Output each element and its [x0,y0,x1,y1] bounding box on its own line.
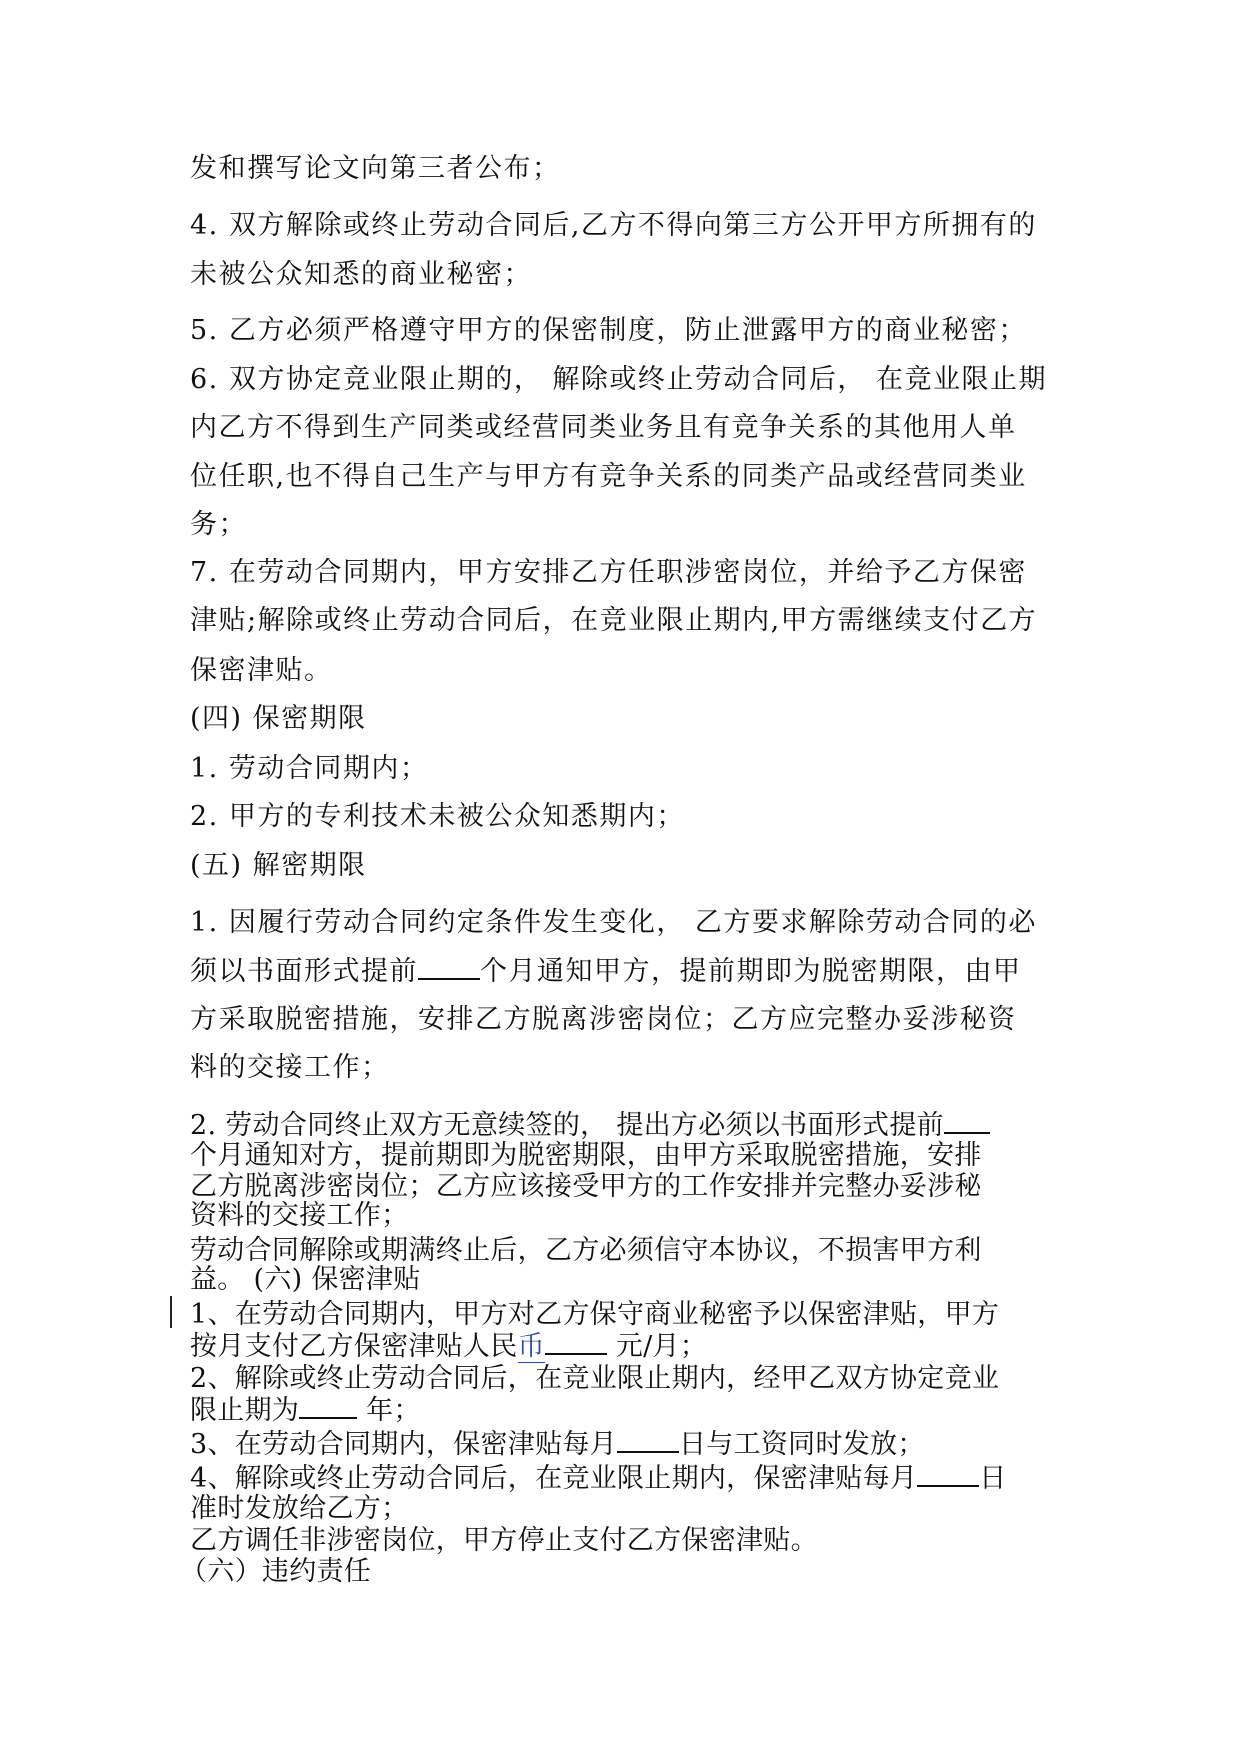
paragraph-line: 1. 劳动合同期内； [190,753,429,784]
paragraph-line: 未被公众知悉的商业秘密； [190,259,532,290]
line-text: 4、解除或终止劳动合同后，在竞业限止期内，保密津贴每月 [190,1463,918,1494]
paragraph-line: 劳动合同解除或期满终止后，乙方必须信守本协议，不损害甲方利 [190,1235,982,1266]
paragraph-line: 1. 因履行劳动合同约定条件发生变化， 乙方要求解除劳动合同的必 [190,907,1037,938]
paragraph-line: 料的交接工作； [190,1052,390,1083]
paragraph-line [190,954,1022,989]
line-text: 元/月； [606,1331,708,1362]
line-text: 年； [357,1395,421,1426]
paragraph-line: 1、在劳动合同期内，甲方对乙方保守商业秘密予以保密津贴，甲方 [190,1299,1000,1330]
paragraph-line: 位任职,也不得自己生产与甲方有竞争关系的同类产品或经营同类业 [190,461,1027,492]
section-heading: (五) 解密期限 [190,850,367,881]
fill-blank [545,1329,607,1355]
section-heading: (四) 保密期限 [190,703,367,734]
line-text: 限止期为 [190,1395,300,1426]
paragraph-line [190,1108,990,1143]
paragraph-line: 津贴;解除或终止劳动合同后，在竞业限止期内,甲方需继续支付乙方 [190,605,1038,636]
paragraph-line: 7. 在劳动合同期内，甲方安排乙方任职涉密岗位，并给予乙方保密 [190,557,1027,588]
paragraph-line: 乙方脱离涉密岗位；乙方应该接受甲方的工作安排并完整办妥涉秘 [190,1171,982,1202]
paragraph-line: 内乙方不得到生产同类或经营同类业务且有竞争关系的其他用人单 [190,412,1017,443]
line-text: 日 [979,1463,1007,1494]
paragraph-line: 资料的交接工作； [190,1200,409,1231]
paragraph-line: 方采取脱密措施，安排乙方脱离涉密岗位；乙方应完整办妥涉秘资 [190,1004,1017,1035]
line-text: 个月通知甲方，提前期即为脱密期限，由甲 [480,956,1022,987]
line-text: 按月支付乙方保密津贴人民 [190,1331,518,1362]
paragraph-line [190,1427,925,1462]
paragraph-line: 6. 双方协定竞业限止期的， 解除或终止劳动合同后， 在竞业限止期 [190,364,1048,395]
text-cursor [170,1296,172,1328]
paragraph-line [190,1393,421,1428]
line-text: 须以书面形式提前 [190,956,418,987]
currency-link[interactable]: 币 [517,1331,545,1362]
paragraph-line [190,1329,707,1364]
section-heading: 益。 (六) 保密津贴 [190,1264,421,1295]
fill-blank [418,954,480,980]
fill-blank [917,1461,979,1487]
paragraph-line: 2、解除或终止劳动合同后，在竞业限止期内，经甲乙双方协定竞业 [190,1363,1000,1394]
paragraph-line: 个月通知对方，提前期即为脱密期限，由甲方采取脱密措施，安排 [190,1140,982,1171]
paragraph-line: 乙方调任非涉密岗位，甲方停止支付乙方保密津贴。 [190,1525,818,1556]
fill-blank [617,1427,679,1453]
line-text: 日与工资同时发放； [678,1429,925,1460]
paragraph-line [190,1461,1007,1496]
paragraph-line: 发和撰写论文向第三者公布； [190,153,561,184]
paragraph-line: 5. 乙方必须严格遵守甲方的保密制度，防止泄露甲方的商业秘密； [190,315,1027,346]
paragraph-line: 2. 甲方的专利技术未被公众知悉期内； [190,801,685,832]
paragraph-line: 务； [190,509,247,540]
paragraph-line: 准时发放给乙方； [190,1493,409,1524]
paragraph-line: 4. 双方解除或终止劳动合同后,乙方不得向第三方公开甲方所拥有的 [190,210,1037,241]
fill-blank [944,1108,990,1134]
line-text: 3、在劳动合同期内，保密津贴每月 [190,1429,617,1460]
fill-blank [299,1393,357,1419]
line-text: 2. 劳动合同终止双方无意续签的， 提出方必须以书面形式提前 [190,1110,944,1141]
section-heading: （六）违约责任 [180,1556,372,1587]
paragraph-line: 保密津贴。 [190,655,333,686]
